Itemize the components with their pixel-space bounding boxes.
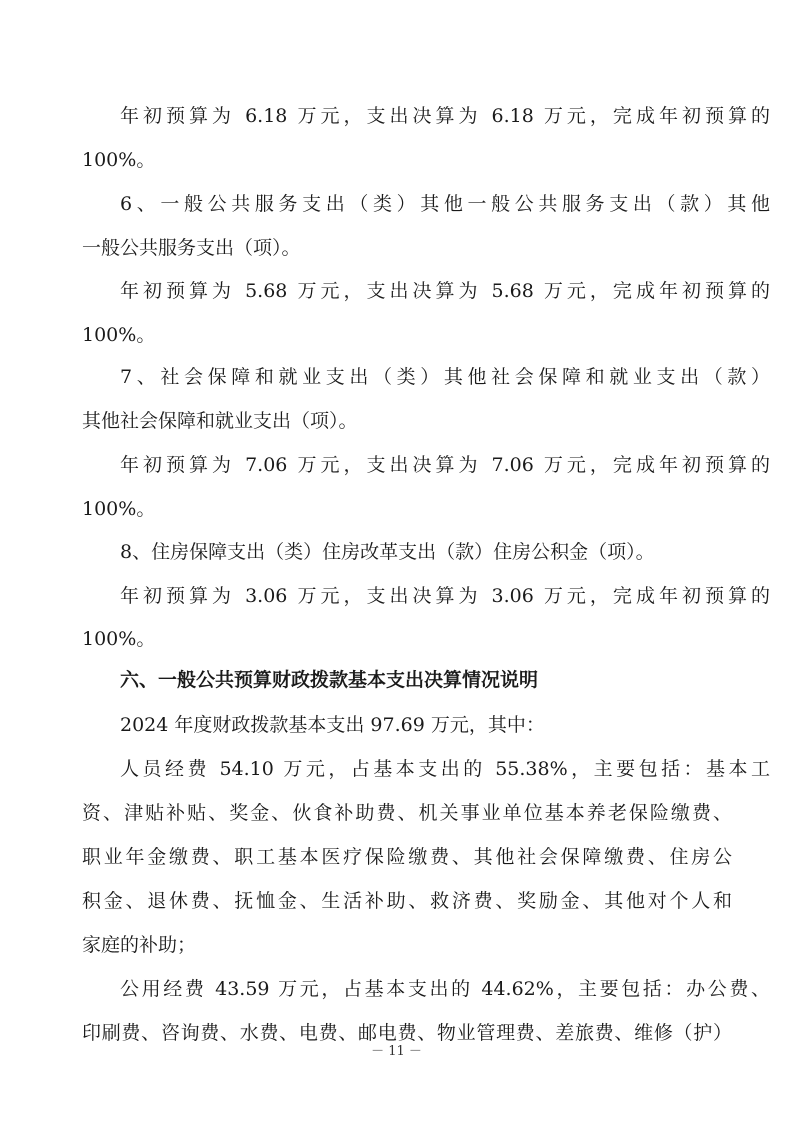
- paragraph-line: 100%。: [82, 149, 156, 171]
- paragraph-line: 年初预算为 5.68 万元，支出决算为 5.68 万元，完成年初预算的: [120, 280, 770, 302]
- paragraph-line: 公用经费 43.59 万元，占基本支出的 44.62%，主要包括：办公费、: [120, 978, 770, 1000]
- paragraph-line: 年初预算为 7.06 万元，支出决算为 7.06 万元，完成年初预算的: [120, 454, 770, 476]
- paragraph-line: 年初预算为 3.06 万元，支出决算为 3.06 万元，完成年初预算的: [120, 585, 770, 607]
- paragraph-line: 7、社会保障和就业支出（类）其他社会保障和就业支出（款）: [120, 366, 770, 388]
- paragraph-line: 2024 年度财政拨款基本支出 97.69 万元，其中：: [120, 714, 545, 736]
- paragraph-line: 印刷费、咨询费、水费、电费、邮电费、物业管理费、差旅费、维修（护）: [82, 1022, 732, 1044]
- paragraph-line: 其他社会保障和就业支出（项）。: [82, 410, 358, 432]
- paragraph-line: 100%。: [82, 628, 156, 650]
- paragraph-line: 资、津贴补贴、奖金、伙食补助费、机关事业单位基本养老保险缴费、: [82, 802, 732, 824]
- paragraph-line: 职业年金缴费、职工基本医疗保险缴费、其他社会保障缴费、住房公: [82, 846, 732, 868]
- paragraph-line: 年初预算为 6.18 万元，支出决算为 6.18 万元，完成年初预算的: [120, 105, 770, 127]
- paragraph-line: 一般公共服务支出（项）。: [82, 237, 301, 259]
- paragraph-line: 6、一般公共服务支出（类）其他一般公共服务支出（款）其他: [120, 193, 770, 215]
- paragraph-line: 人员经费 54.10 万元，占基本支出的 55.38%，主要包括：基本工: [120, 758, 770, 780]
- paragraph-line: 积金、退休费、抚恤金、生活补助、救济费、奖励金、其他对个人和: [82, 890, 732, 912]
- section-heading: 六、一般公共预算财政拨款基本支出决算情况说明: [120, 669, 539, 691]
- paragraph-line: 100%。: [82, 498, 156, 520]
- paragraph-line: 100%。: [82, 324, 156, 346]
- page-number: － 11 －: [371, 1044, 422, 1059]
- paragraph-line: 8、住房保障支出（类）住房改革支出（款）住房公积金（项）。: [120, 541, 655, 563]
- paragraph-line: 家庭的补助；: [82, 934, 197, 956]
